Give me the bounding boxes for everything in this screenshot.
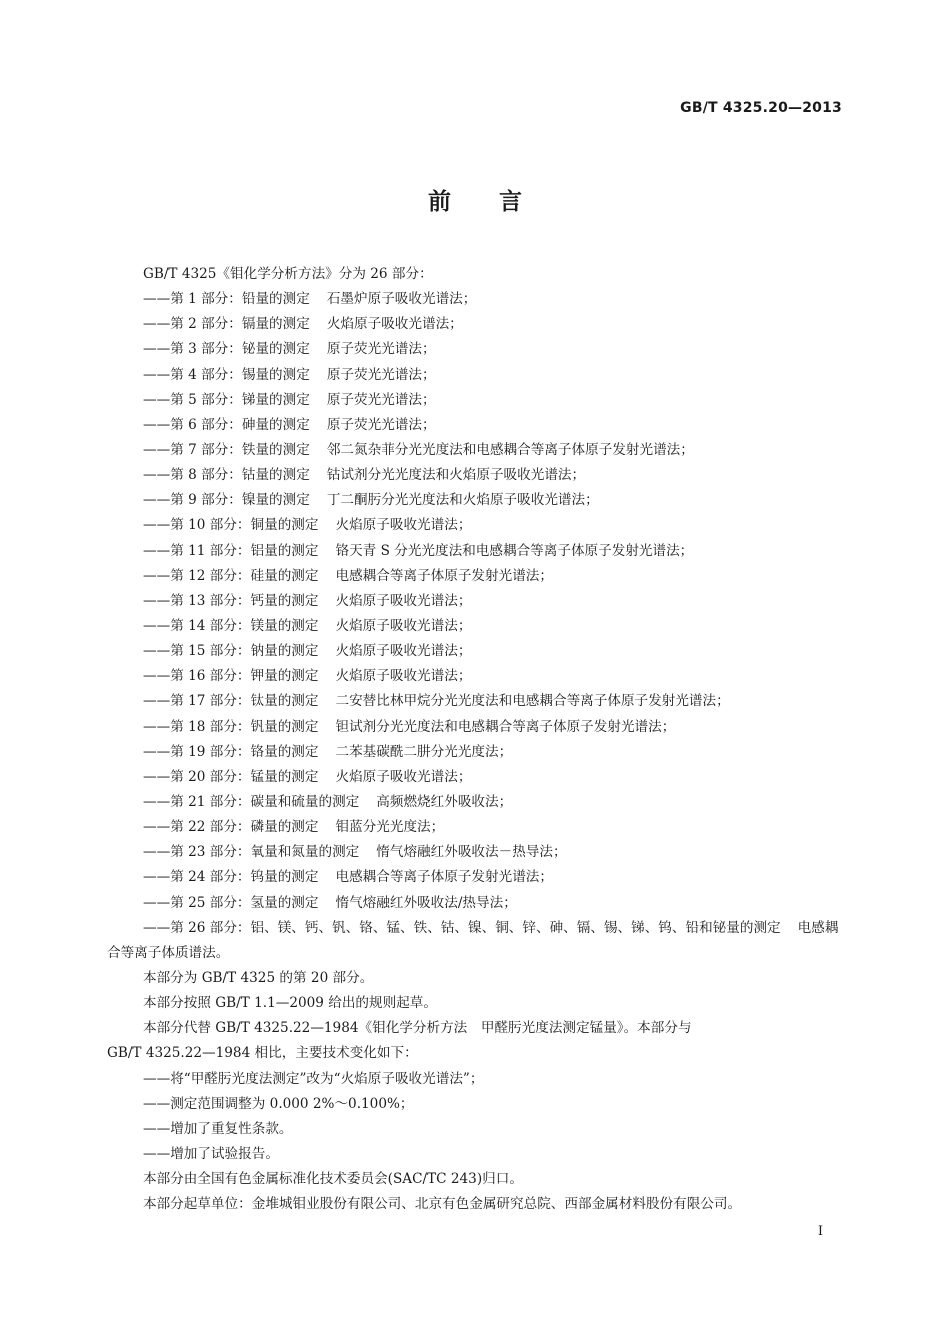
part-label: ——第 7 部分：铁量的测定 <box>143 441 310 458</box>
part-item <box>107 312 843 337</box>
part-item <box>107 865 843 890</box>
part-method: 原子荧光光谱法； <box>326 416 436 433</box>
part-label: ——第 19 部分：铬量的测定 <box>143 743 319 760</box>
part-label: ——第 11 部分：铝量的测定 <box>143 542 319 559</box>
part-method: 电感耦合等离子体原子发射光谱法； <box>335 869 553 886</box>
part-label: ——第 14 部分：镁量的测定 <box>143 617 319 634</box>
part-label: ——第 20 部分：锰量的测定 <box>143 768 319 785</box>
part-method: 钽试剂分光光度法和电感耦合等离子体原子发射光谱法； <box>335 718 676 735</box>
part-label: ——第 4 部分：锡量的测定 <box>143 366 310 383</box>
part-label: ——第 21 部分：碳量和硫量的测定 <box>143 793 360 810</box>
part-item <box>107 337 843 362</box>
part-method: 原子荧光光谱法； <box>326 341 436 358</box>
part-item <box>107 891 843 916</box>
part-26-method: 电感耦 <box>797 919 839 936</box>
paragraph-part-number: 本部分为 GB/T 4325 的第 20 部分。 <box>143 969 374 986</box>
part-method: 惰气熔融红外吸收法－热导法； <box>376 844 567 861</box>
part-label: ——第 6 部分：砷量的测定 <box>143 416 310 433</box>
change-item: ——测定范围调整为 0.000 2%～0.100%； <box>143 1095 414 1112</box>
part-item <box>107 363 843 388</box>
intro-line: GB/T 4325《钼化学分析方法》分为 26 部分： <box>143 266 433 282</box>
part-label: ——第 22 部分：磷量的测定 <box>143 819 319 836</box>
part-method: 火焰原子吸收光谱法； <box>335 617 472 634</box>
part-label: ——第 9 部分：镍量的测定 <box>143 492 310 509</box>
part-item <box>107 539 843 564</box>
part-method: 火焰原子吸收光谱法； <box>335 643 472 660</box>
part-item <box>107 388 843 413</box>
part-method: 火焰原子吸收光谱法； <box>335 668 472 685</box>
part-label: ——第 24 部分：钨量的测定 <box>143 869 319 886</box>
part-item <box>107 740 843 765</box>
standard-code: GB/T 4325.20—2013 <box>680 100 842 116</box>
paragraph-drafting-units: 本部分起草单位：金堆城钼业股份有限公司、北京有色金属研究总院、西部金属材料股份有限公司。 <box>143 1196 742 1213</box>
part-item <box>107 815 843 840</box>
part-item <box>107 790 843 815</box>
part-label: ——第 8 部分：钴量的测定 <box>143 467 310 484</box>
part-method: 原子荧光光谱法； <box>326 391 436 408</box>
part-item <box>107 413 843 438</box>
change-item: ——增加了试验报告。 <box>143 1145 279 1162</box>
part-item <box>107 840 843 865</box>
part-26-line-1 <box>107 916 843 941</box>
part-item <box>107 614 843 639</box>
part-method: 高频燃烧红外吸收法； <box>376 793 513 810</box>
part-method: 钼蓝分光光度法； <box>335 819 445 836</box>
part-item <box>107 488 843 513</box>
paragraph-drafting-rules: 本部分按照 GB/T 1.1—2009 给出的规则起草。 <box>143 995 437 1012</box>
part-label: ——第 5 部分：锑量的测定 <box>143 391 310 408</box>
document-body <box>107 262 843 1217</box>
part-method: 原子荧光光谱法； <box>326 366 436 383</box>
part-item <box>107 438 843 463</box>
part-label: ——第 13 部分：钙量的测定 <box>143 592 319 609</box>
part-method: 铬天青 S 分光光度法和电感耦合等离子体原子发射光谱法； <box>335 542 694 559</box>
part-label: ——第 23 部分：氧量和氮量的测定 <box>143 844 360 861</box>
part-method: 二安替比林甲烷分光光度法和电感耦合等离子体原子发射光谱法； <box>335 693 730 710</box>
paragraph-replaces-line-1: 本部分代替 GB/T 4325.22—1984《钼化学分析方法 甲醛肟光度法测定锰量》。本部分与 <box>143 1020 692 1037</box>
part-label: ——第 10 部分：铜量的测定 <box>143 517 319 534</box>
part-label: ——第 18 部分：钒量的测定 <box>143 718 319 735</box>
part-label: ——第 12 部分：硅量的测定 <box>143 567 319 584</box>
part-26-label: ——第 26 部分：铝、镁、钙、钒、铬、锰、铁、钴、镍、铜、锌、砷、镉、锡、锑、钨、铅和铋量的测定 <box>143 919 781 936</box>
parts-list <box>107 287 843 916</box>
part-label: ——第 15 部分：钠量的测定 <box>143 643 319 660</box>
part-method: 火焰原子吸收光谱法； <box>335 592 472 609</box>
part-label: ——第 25 部分：氢量的测定 <box>143 894 319 911</box>
part-label: ——第 1 部分：铅量的测定 <box>143 291 310 308</box>
part-item <box>107 513 843 538</box>
part-item <box>107 689 843 714</box>
part-item <box>107 765 843 790</box>
part-item <box>107 589 843 614</box>
part-method: 邻二氮杂菲分光光度法和电感耦合等离子体原子发射光谱法； <box>326 441 694 458</box>
part-item <box>107 639 843 664</box>
part-method: 惰气熔融红外吸收法/热导法； <box>335 894 517 911</box>
part-method: 钴试剂分光光度法和火焰原子吸收光谱法； <box>326 467 586 484</box>
part-label: ——第 3 部分：铋量的测定 <box>143 341 310 358</box>
part-item <box>107 463 843 488</box>
page-number: I <box>817 1224 823 1239</box>
change-item: ——增加了重复性条款。 <box>143 1120 293 1137</box>
part-method: 丁二酮肟分光光度法和火焰原子吸收光谱法； <box>326 492 599 509</box>
page-title: 前言 <box>428 189 570 215</box>
paragraph-committee: 本部分由全国有色金属标准化技术委员会(SAC/TC 243)归口。 <box>143 1171 523 1188</box>
part-item <box>107 715 843 740</box>
part-item <box>107 664 843 689</box>
part-label: ——第 16 部分：钾量的测定 <box>143 668 319 685</box>
part-method: 石墨炉原子吸收光谱法； <box>326 291 477 308</box>
part-26-line-2: 合等离子体质谱法。 <box>107 944 230 961</box>
part-method: 电感耦合等离子体原子发射光谱法； <box>335 567 553 584</box>
part-item <box>107 564 843 589</box>
change-item: ——将“甲醛肟光度法测定”改为“火焰原子吸收光谱法”； <box>143 1070 484 1087</box>
part-label: ——第 17 部分：钛量的测定 <box>143 693 319 710</box>
part-method: 火焰原子吸收光谱法； <box>326 316 463 333</box>
part-method: 火焰原子吸收光谱法； <box>335 768 472 785</box>
part-method: 二苯基碳酰二肼分光光度法； <box>335 743 513 760</box>
part-label: ——第 2 部分：镉量的测定 <box>143 316 310 333</box>
part-method: 火焰原子吸收光谱法； <box>335 517 472 534</box>
paragraph-replaces-line-2: GB/T 4325.22—1984 相比，主要技术变化如下： <box>107 1045 418 1062</box>
part-item <box>107 287 843 312</box>
